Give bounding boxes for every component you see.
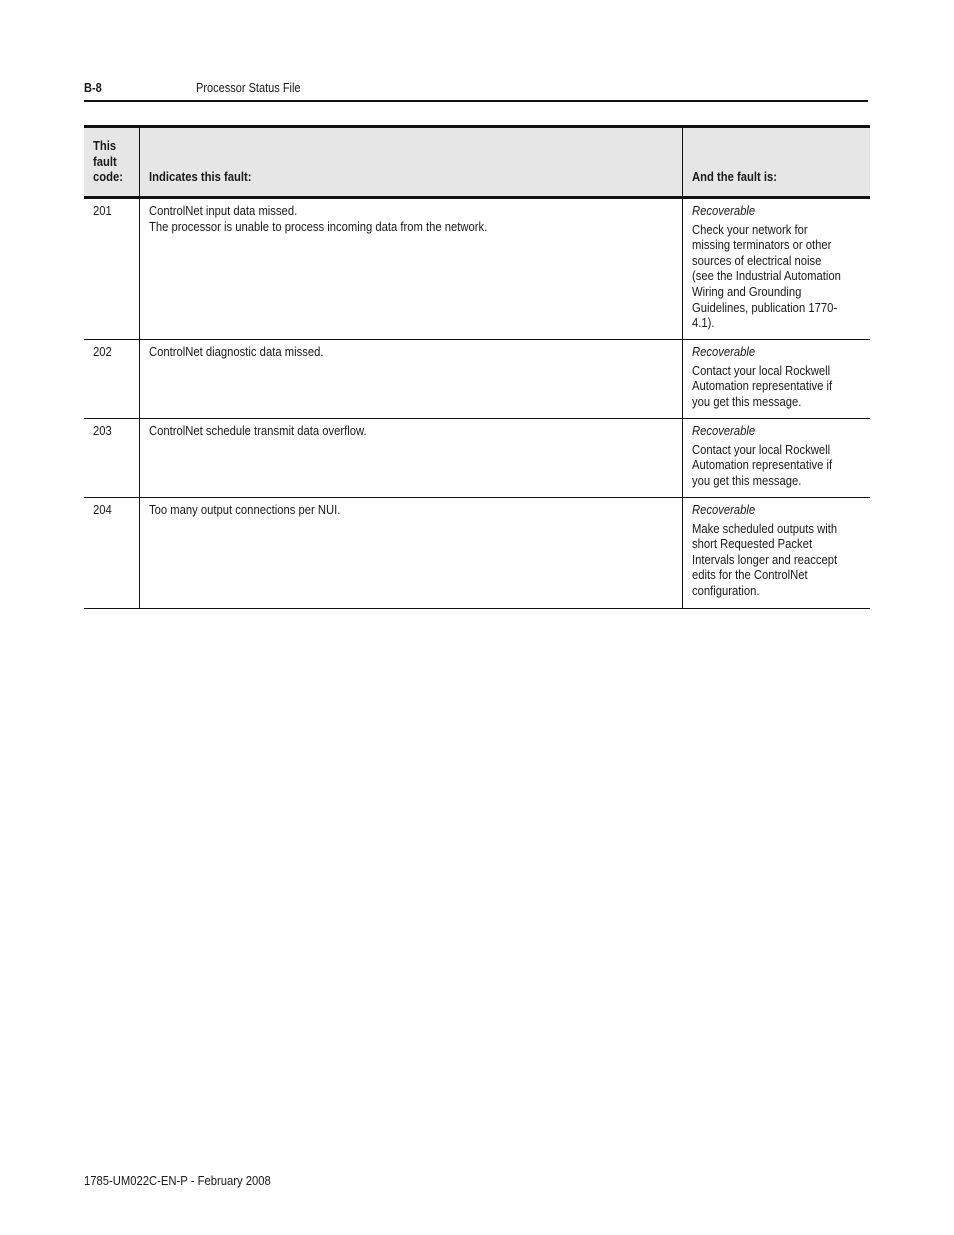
fault-indication-line: Too many output connections per NUI. [148, 503, 341, 517]
column-header-fault-code-line: This [93, 139, 117, 154]
fault-indication-line: The processor is unable to process incoming data from the network. [148, 219, 488, 234]
fault-indication-cell [139, 340, 682, 419]
fault-code: 204 [93, 503, 112, 517]
fault-code-cell [84, 340, 139, 419]
fault-type: Recoverable [691, 424, 756, 438]
fault-type-cell [682, 498, 870, 609]
section-title: Processor Status File [196, 81, 301, 95]
column-header-fault-code-line: code: [93, 170, 124, 185]
column-header-fault-type [682, 127, 870, 198]
fault-indication-cell [139, 198, 682, 340]
fault-indication-line: ControlNet diagnostic data missed. [148, 345, 324, 359]
fault-code-cell [84, 198, 139, 340]
fault-indication-line: ControlNet schedule transmit data overflow. [148, 424, 367, 438]
fault-note: Make scheduled outputs with short Requested Packet Intervals longer and reaccept edits for the ControlNet configuration. [691, 521, 838, 598]
fault-note: Contact your local Rockwell Automation representative if you get this message. [691, 363, 833, 409]
fault-code: 203 [93, 424, 112, 438]
table-header-row [84, 127, 870, 198]
fault-code: 202 [93, 345, 112, 359]
table-row [84, 498, 870, 609]
column-header-fault-code [84, 127, 139, 198]
column-header-fault-type-label: And the fault is: [691, 170, 777, 185]
fault-type: Recoverable [691, 503, 756, 517]
page-number: B-8 [84, 81, 102, 95]
table-row [84, 198, 870, 340]
page-header [84, 80, 868, 102]
fault-type-cell [682, 340, 870, 419]
page-footer: 1785-UM022C-EN-P - February 2008 [84, 1174, 271, 1188]
fault-type: Recoverable [691, 345, 756, 359]
fault-note: Contact your local Rockwell Automation representative if you get this message. [691, 442, 833, 488]
fault-type-cell [682, 198, 870, 340]
fault-type: Recoverable [691, 204, 756, 218]
fault-code-cell [84, 498, 139, 609]
fault-indication-cell [139, 419, 682, 498]
fault-code-cell [84, 419, 139, 498]
fault-indication-cell [139, 498, 682, 609]
table-row [84, 340, 870, 419]
column-header-fault-code-line: fault [93, 154, 117, 169]
table-row [84, 419, 870, 498]
fault-code-table [84, 125, 870, 609]
column-header-indicates [139, 127, 682, 198]
fault-code: 201 [93, 204, 112, 218]
fault-type-cell [682, 419, 870, 498]
fault-note: Check your network for missing terminators or other sources of electrical noise (see the Industrial Automation Wiring and Grounding Guidelines, publication 1770-4.1). [691, 222, 841, 331]
fault-indication-line: ControlNet input data missed. [148, 204, 298, 218]
column-header-indicates-label: Indicates this fault: [148, 170, 252, 185]
